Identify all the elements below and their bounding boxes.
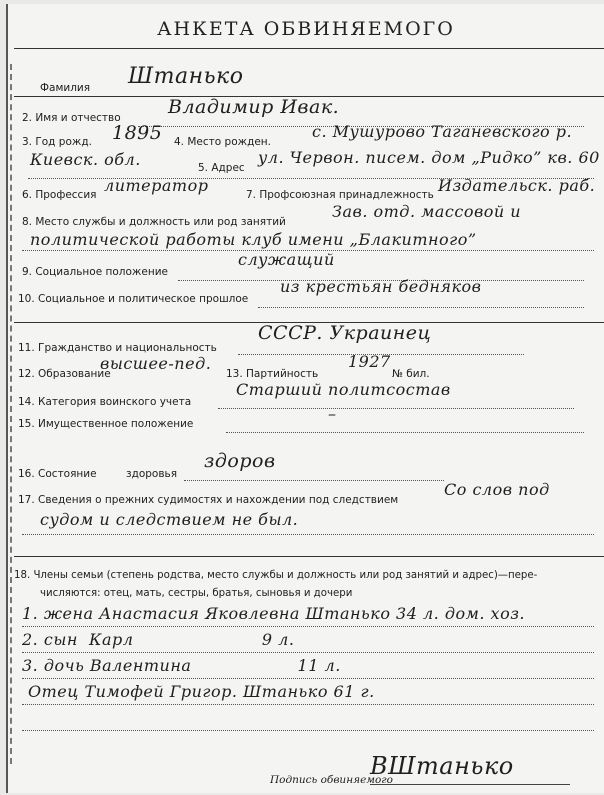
party-label: 13. Партийность: [226, 368, 319, 380]
birth-year-value: 1895: [112, 122, 163, 144]
birth-place-label: 4. Место рожден.: [174, 136, 271, 148]
section-rule-2: [14, 556, 604, 557]
union-label: 7. Профсоюзная принадлежность: [246, 189, 434, 201]
name-value: Владимир Ивак.: [168, 96, 340, 118]
citizenship-value: СССР. Украинец: [258, 322, 432, 344]
workplace-value: Зав. отд. массовой и: [332, 202, 522, 221]
health-label-b: здоровья: [126, 468, 178, 480]
name-label: 2. Имя и отчество: [22, 112, 121, 124]
citizenship-label: 11. Гражданство и национальность: [18, 342, 217, 354]
signature-line: [370, 784, 570, 785]
social-past-value: из крестьян бедняков: [280, 277, 482, 296]
party-value: 1927: [348, 352, 391, 371]
birth-place-value: с. Мушурово Таганевского р.: [312, 122, 573, 141]
military-value: Старший политсостав: [236, 380, 451, 399]
surname-value: Штанько: [128, 64, 244, 89]
family-member: 3. дочь Валентина 11 л.: [22, 656, 341, 675]
convictions-line: [22, 534, 594, 535]
family-line: [22, 704, 594, 705]
birth-year-label: 3. Год рожд.: [22, 136, 92, 148]
birth-place-cont-value: Киевск. обл.: [30, 150, 141, 169]
social-past-line: [258, 307, 584, 308]
union-value: Издательск. раб.: [438, 176, 596, 195]
address-label: 5. Адрес: [198, 162, 245, 174]
convictions-value: Со слов под: [444, 480, 550, 499]
profession-value: литератор: [104, 176, 209, 195]
address-value: ул. Червон. писем. дом „Ридко” кв. 60: [258, 148, 600, 167]
convictions-value-cont: судом и следствием не был.: [40, 510, 299, 529]
property-value: –: [328, 404, 337, 423]
social-past-label: 10. Социальное и политическое прошлое: [18, 293, 249, 305]
property-label: 15. Имущественное положение: [18, 418, 194, 430]
family-line: [22, 678, 594, 679]
health-value: здоров: [204, 450, 276, 472]
workplace-label: 8. Место службы и должность или род занятий: [22, 216, 286, 228]
family-label-b: числяются: отец, мать, сестры, братья, сыновья и дочери: [40, 588, 353, 599]
health-line: [184, 480, 444, 481]
education-label: 12. Образование: [18, 368, 111, 380]
family-label-a: 18. Члены семьи (степень родства, место службы и должность или род занятий и адрес)—пере-: [14, 570, 538, 581]
family-line: [22, 652, 594, 653]
social-status-value: служащий: [238, 250, 335, 269]
questionnaire-sheet: [6, 4, 604, 793]
title-rule: [14, 48, 604, 49]
social-status-label: 9. Социальное положение: [22, 266, 168, 278]
signature-value: ВШтанько: [370, 752, 514, 780]
military-label: 14. Категория воинского учета: [18, 396, 192, 408]
family-member: 2. сын Карл 9 л.: [22, 630, 295, 649]
family-member: Отец Тимофей Григор. Штанько 61 г.: [28, 682, 375, 701]
profession-label: 6. Профессия: [22, 189, 97, 201]
family-line: [22, 626, 594, 627]
education-value: высшее-пед.: [100, 354, 212, 373]
party-suffix: № бил.: [392, 368, 430, 380]
page-title: АНКЕТА ОБВИНЯЕМОГО: [157, 18, 455, 40]
military-line: [218, 408, 574, 409]
signature-label: Подпись обвиняемого: [270, 774, 393, 786]
convictions-label: 17. Сведения о прежних судимостях и нахождении под следствием: [18, 494, 399, 506]
surname-label: Фамилия: [40, 82, 91, 94]
family-member: 1. жена Анастасия Яковлевна Штанько 34 л. дом. хоз.: [22, 604, 526, 623]
margin-line: [10, 64, 12, 764]
health-label-a: 16. Состояние: [18, 468, 97, 480]
workplace-cont-value: политической работы клуб имени „Блакитного”: [30, 230, 477, 249]
property-line: [226, 432, 584, 433]
family-line: [22, 730, 594, 731]
